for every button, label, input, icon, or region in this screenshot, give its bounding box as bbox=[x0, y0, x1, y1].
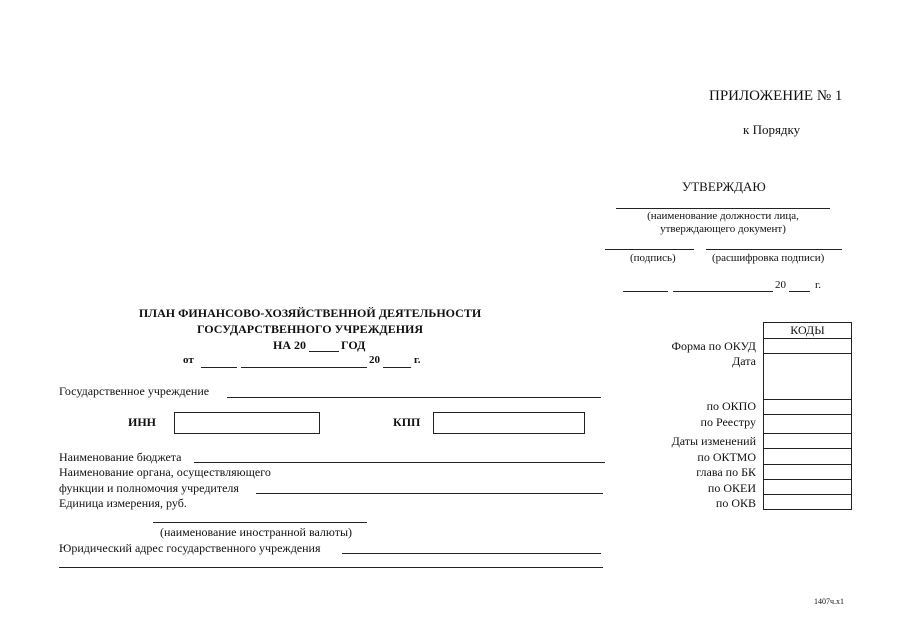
appendix-subtitle: к Порядку bbox=[743, 122, 801, 137]
kpp-field[interactable] bbox=[433, 412, 585, 434]
code-label-okei: по ОКЕИ bbox=[707, 481, 756, 495]
date-year-suffix: г. bbox=[414, 354, 421, 366]
inn-field[interactable] bbox=[174, 412, 320, 434]
code-label-date: Дата bbox=[732, 354, 756, 368]
codes-header: КОДЫ bbox=[790, 323, 825, 337]
date-day-line[interactable] bbox=[201, 367, 237, 368]
date-year-line[interactable] bbox=[383, 367, 411, 368]
code-label-registry: по Реестру bbox=[700, 415, 756, 429]
organ-label-line1: Наименование органа, осуществляющего bbox=[59, 465, 271, 479]
institution-label: Государственное учреждение bbox=[59, 384, 210, 398]
signature-line[interactable] bbox=[605, 249, 694, 250]
code-label-bk: глава по БК bbox=[696, 465, 756, 479]
currency-line[interactable] bbox=[153, 522, 367, 523]
code-cell-registry[interactable] bbox=[764, 414, 851, 434]
code-label-okv: по ОКВ bbox=[715, 496, 756, 510]
appendix-title: ПРИЛОЖЕНИЕ № 1 bbox=[709, 88, 843, 104]
footer-code: 1407ч.х1 bbox=[814, 597, 845, 606]
approval-month-line[interactable] bbox=[673, 291, 773, 292]
code-label-oktmo: по ОКТМО bbox=[697, 450, 756, 464]
date-year-prefix: 20 bbox=[369, 354, 380, 366]
kpp-label: КПП bbox=[393, 415, 421, 429]
plan-title-line2: ГОСУДАРСТВЕННОГО УЧРЕЖДЕНИЯ bbox=[196, 322, 424, 336]
legal-address-line-2[interactable] bbox=[59, 567, 603, 568]
institution-line[interactable] bbox=[227, 397, 601, 398]
approval-year-prefix: 20 bbox=[775, 279, 786, 291]
position-line[interactable] bbox=[616, 208, 830, 209]
organ-label-line2: функции и полномочия учредителя bbox=[59, 481, 239, 495]
code-label-okud: Форма по ОКУД bbox=[671, 339, 756, 353]
date-from-label: от bbox=[183, 354, 194, 366]
code-cell-okud[interactable] bbox=[764, 338, 851, 354]
inn-label: ИНН bbox=[128, 415, 157, 429]
plan-year-line[interactable] bbox=[309, 351, 339, 352]
code-label-okpo: по ОКПО bbox=[706, 399, 756, 413]
decoding-caption: (расшифровка подписи) bbox=[712, 252, 825, 264]
plan-title-year-prefix: НА 20 bbox=[273, 338, 306, 352]
unit-label: Единица измерения, руб. bbox=[59, 496, 187, 510]
date-month-line[interactable] bbox=[241, 367, 367, 368]
approval-year-line[interactable] bbox=[789, 291, 810, 292]
budget-label: Наименование бюджета bbox=[59, 450, 182, 464]
plan-title-line1: ПЛАН ФИНАНСОВО-ХОЗЯЙСТВЕННОЙ ДЕЯТЕЛЬНОСТИ bbox=[138, 306, 482, 320]
codes-table bbox=[763, 322, 852, 510]
plan-title-year-suffix: ГОД bbox=[341, 338, 366, 352]
code-cell-okpo[interactable] bbox=[764, 399, 851, 415]
decoding-line[interactable] bbox=[706, 249, 842, 250]
code-label-change-dates: Даты изменений bbox=[671, 434, 756, 448]
approve-label: УТВЕРЖДАЮ bbox=[682, 179, 766, 194]
code-cell-okei[interactable] bbox=[764, 479, 851, 495]
approval-day-line[interactable] bbox=[623, 291, 668, 292]
position-caption-2: утверждающего документ) bbox=[660, 223, 786, 235]
codes-header-cell bbox=[764, 323, 851, 339]
code-cell-date[interactable] bbox=[764, 353, 851, 400]
code-cell-change-dates[interactable] bbox=[764, 433, 851, 449]
signature-caption: (подпись) bbox=[630, 252, 676, 264]
legal-address-line[interactable] bbox=[342, 553, 601, 554]
organ-line[interactable] bbox=[256, 493, 603, 494]
position-caption-1: (наименование должности лица, bbox=[647, 210, 799, 222]
budget-line[interactable] bbox=[194, 462, 605, 463]
approval-year-suffix: г. bbox=[815, 279, 822, 291]
code-cell-oktmo[interactable] bbox=[764, 448, 851, 465]
code-cell-okv[interactable] bbox=[764, 494, 851, 509]
currency-caption: (наименование иностранной валюты) bbox=[160, 525, 352, 539]
code-cell-bk[interactable] bbox=[764, 464, 851, 480]
legal-address-label: Юридический адрес государственного учреждения bbox=[59, 541, 321, 555]
